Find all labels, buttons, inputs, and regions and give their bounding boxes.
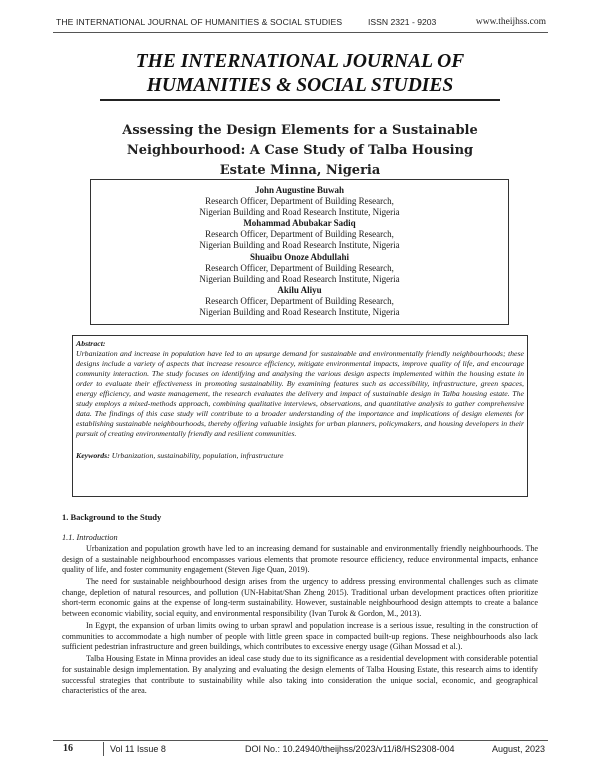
running-header <box>53 12 548 33</box>
author-role: Research Officer, Department of Building Research, <box>205 262 394 273</box>
author-institute: Nigerian Building and Road Research Institute, Nigeria <box>199 273 400 284</box>
doi-link[interactable]: DOI No.: 10.24940/theijhss/2023/v11/i8/HS2308-004 <box>245 744 455 754</box>
author-block <box>91 252 508 285</box>
author-role: Research Officer, Department of Building Research, <box>205 229 394 240</box>
paper-title-line-2: Neighbourhood: A Case Study of Talba Housing <box>126 143 474 158</box>
author-name: Akilu Aliyu <box>277 284 322 295</box>
title-divider <box>100 99 500 101</box>
subsection-heading: 1.1. Introduction <box>62 533 118 542</box>
journal-title-line-1: THE INTERNATIONAL JOURNAL OF <box>135 51 465 72</box>
abstract-heading: Abstract: <box>76 339 106 348</box>
keywords-line <box>76 451 524 461</box>
publication-date: August, 2023 <box>491 744 545 754</box>
paragraph: Urbanization and population growth have led to an increasing demand for sustainable and environmentally friendly neighbourhoods. The design of a sustainable neighbourhood encompasses various elements that promote resource efficiency, reduce environmental impacts, enhance quality of life, and foster community engagement (Steven Jige Quan, 2019). <box>62 544 538 575</box>
author-block <box>91 185 508 218</box>
keywords-label: Keywords: <box>76 451 110 461</box>
header-journal-name: THE INTERNATIONAL JOURNAL OF HUMANITIES & SOCIAL STUDIES <box>56 17 343 27</box>
header-issn: ISSN 2321 - 9203 <box>368 17 437 27</box>
author-name: Shuaibu Onoze Abdullahi <box>249 251 350 262</box>
header-website-link[interactable]: www.theijhss.com <box>475 17 546 27</box>
author-role: Research Officer, Department of Building Research, <box>205 295 394 306</box>
page-footer <box>53 740 548 758</box>
author-name: John Augustine Buwah <box>254 185 345 195</box>
paragraph: Talba Housing Estate in Minna provides an ideal case study due to its significance as a residential development with considerable potential for sustainable design implementation. By analyzing and evaluating the design elements of Talba Housing Estate, this research aims to identify successful strategies that contribute to sustainability while also taking into consideration the unique social, economic, and geographical characteristics of the area. <box>62 654 538 696</box>
paper-title-line-3: Estate Minna, Nigeria <box>219 163 381 178</box>
paper-title <box>100 121 500 181</box>
abstract-box <box>72 335 528 497</box>
abstract-text: Urbanization and increase in population have led to an upsurge demand for sustainable and environmentally friendly neighbourhoods; these designs include a variety of aspects that increase resource efficiency, mitigate environmental impacts, improve quality of life, and encourage community interaction. The study focuses on identifying and analysing the various design aspects implemented within the housing estate in order to evaluate their effectiveness in promoting sustainability. By examining features such as accessibility, infrastructure, green spaces, energy efficiency, and waste management, the research evaluates the delivery and impact of sustainable design in Talba housing estate. The study employs a mixed-methods approach, combining qualitative interviews, observations, and quantitative analysis to gather comprehensive data. The findings of this case study will contribute to a broader understanding of the importance and implications of design elements for establishing sustainable neighbourhoods, thereby offering valuable insights for urban planners, policymakers, and housing developers in their pursuit of creating environmentally friendly and resilient communities. <box>76 349 524 439</box>
author-name: Mohammad Abubakar Sadiq <box>243 218 356 229</box>
author-block <box>91 218 508 251</box>
page-number: 16 <box>63 743 73 754</box>
volume-issue: Vol 11 Issue 8 <box>110 744 166 754</box>
author-institute: Nigerian Building and Road Research Institute, Nigeria <box>199 307 400 318</box>
author-institute: Nigerian Building and Road Research Institute, Nigeria <box>199 240 400 251</box>
body-text <box>62 544 538 698</box>
paragraph: The need for sustainable neighbourhood design arises from the urgency to address pressing environmental challenges such as climate change, depletion of natural resources, and pollution (UN-Habitat/Shan Zheng 2015). Traditional urban development practices often prioritize short-term economic gains at the expense of long-term sustainability. However, sustainable neighbourhood design attempts to create a balance between economic viability, social equity, and environmental responsibility (Ivan Turok & Gordon, M., 2013). <box>62 577 538 619</box>
author-institute: Nigerian Building and Road Research Institute, Nigeria <box>199 207 400 218</box>
paragraph: In Egypt, the expansion of urban limits owing to urban sprawl and population increase is a serious issue, resulting in the construction of communities to accommodate a high number of people with little green space in compacted built-up regions. These neighbourhoods also lack sufficient pedestrian infrastructure and green buildings, which contributes to excessive energy usage (Gihan Mossad et al.). <box>62 621 538 652</box>
journal-title <box>0 50 600 98</box>
author-role: Research Officer, Department of Building Research, <box>205 196 394 207</box>
footer-divider <box>103 742 104 756</box>
journal-title-line-2: HUMANITIES & SOCIAL STUDIES <box>146 75 454 96</box>
section-heading: 1. Background to the Study <box>62 512 162 522</box>
author-block <box>91 285 508 318</box>
keywords-text: Urbanization, sustainability, population, infrastructure <box>111 451 284 461</box>
paper-title-line-1: Assessing the Design Elements for a Sustainable <box>122 123 478 138</box>
authors-box <box>90 179 509 325</box>
